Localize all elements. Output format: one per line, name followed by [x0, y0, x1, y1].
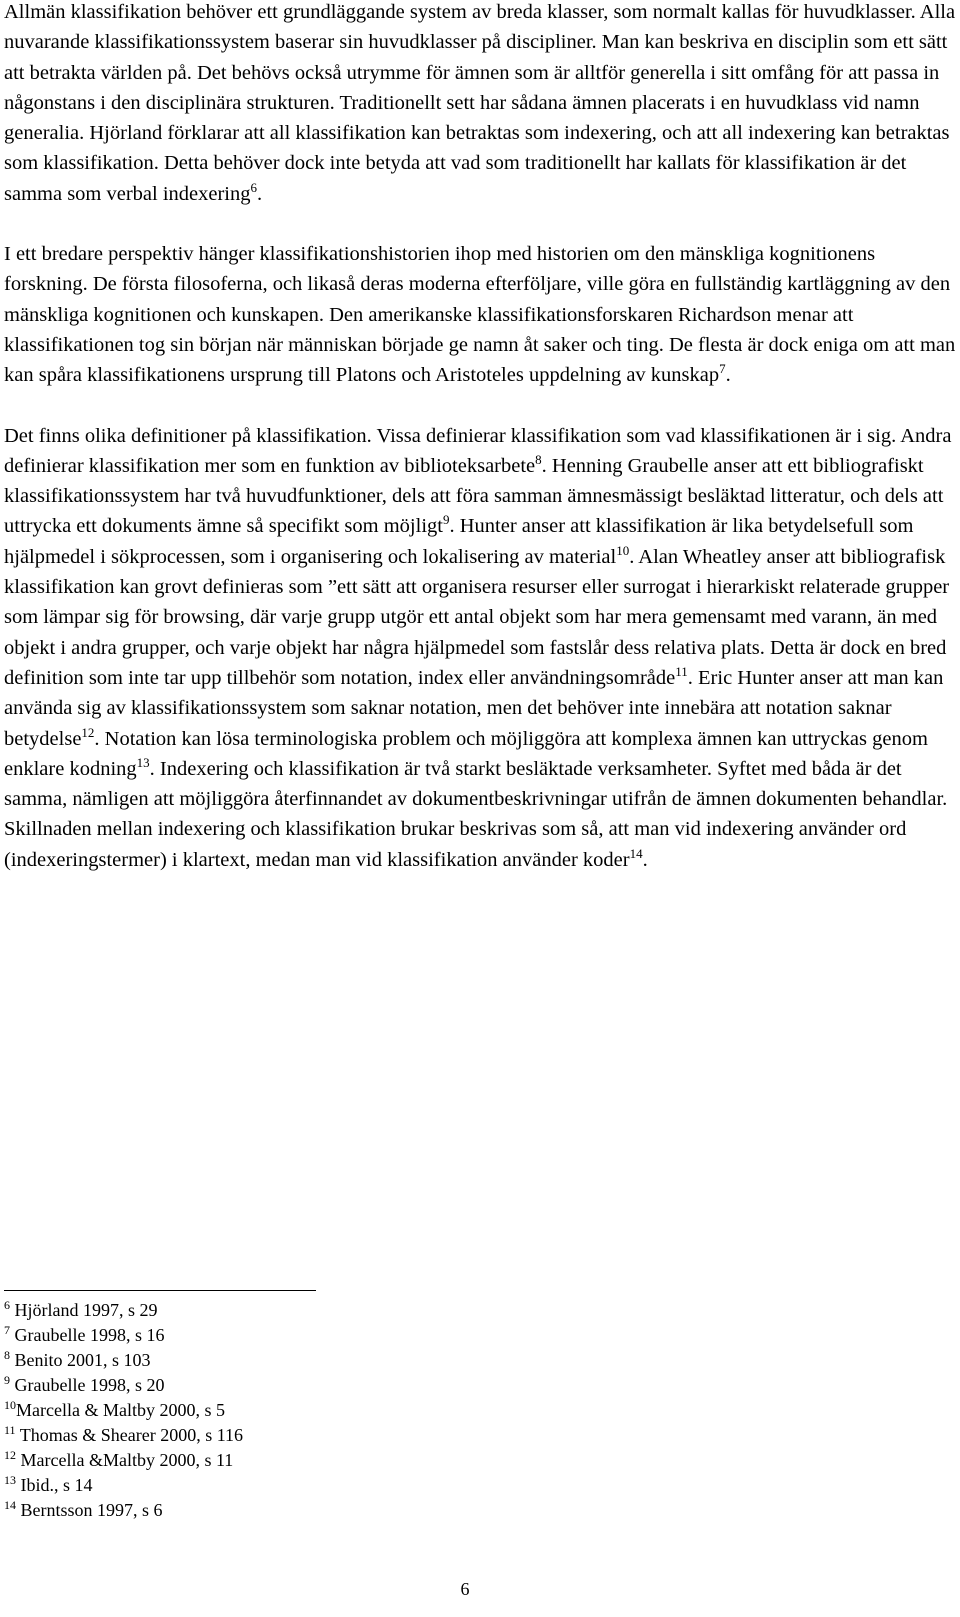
footnote-text: Marcella & Maltby 2000, s 5 — [16, 1400, 225, 1420]
footnote-text: Marcella &Maltby 2000, s 11 — [16, 1450, 234, 1470]
footnote-text: Graubelle 1998, s 20 — [10, 1375, 165, 1395]
footnote-text: Ibid., s 14 — [16, 1475, 93, 1495]
footnote-ref-7: 7 — [719, 361, 726, 377]
paragraph-1 — [4, 0, 956, 209]
footnote-ref-8: 8 — [535, 452, 542, 468]
footnote-ref-10: 10 — [616, 542, 630, 558]
paragraph-2-text: I ett bredare perspektiv hänger klassifikationshistorien ihop med historien om den mänskliga kognitionens forskning. De första filosoferna, och likaså deras moderna efterföljare, ville göra en fullständig kartläggning av den mänskliga kognitionen och kunskapen. Den amerikanske klassifikationsforskaren Richardson menar att klassifikationen tog sin början när människan började ge namn åt saker och ting. De flesta är dock eniga om att man kan spåra klassifikationens ursprung till Platons och Aristoteles uppdelning av kunskap — [4, 243, 956, 387]
footnote-number: 8 — [4, 1348, 10, 1362]
footnote — [4, 1498, 604, 1523]
footnote-ref-14: 14 — [629, 845, 643, 861]
footnote — [4, 1373, 604, 1398]
paragraph-3 — [4, 421, 956, 875]
paragraph-1-text: Allmän klassifikation behöver ett grundläggande system av breda klasser, som normalt kallas för huvudklasser. Alla nuvarande klassifikationssystem baserar sin huvudklasser på discipliner. Man kan beskriva en disciplin som ett sätt att betrakta världen på. Det behövs också utrymme för ämnen som är alltför generella i sitt omfång för att passa in någonstans i den disciplinära strukturen. Traditionellt sett har sådana ämnen placerats i en huvudklass vid namn generalia. Hjörland förklarar att all klassifikation kan betraktas som indexering, och att all indexering kan betraktas som klassifikation. Detta behöver dock inte betyda att vad som traditionellt har kallats för klassifikation är det samma som verbal indexering — [4, 1, 956, 205]
page-number: 6 — [460, 1579, 470, 1599]
paragraph-3-text: . Eric Hunter anser att man kan använda sig av klassifikationssystem som saknar notation, men det behöver inte innebära att notation saknar betydelse — [4, 666, 944, 750]
paragraph-gap — [4, 391, 956, 421]
footnote — [4, 1348, 604, 1373]
footnote-number: 6 — [4, 1298, 10, 1312]
paragraph-2 — [4, 239, 956, 390]
footnote-list — [4, 1298, 604, 1523]
paragraph-3-tail: . — [642, 848, 648, 871]
body-text — [4, 0, 956, 875]
paragraph-3-text: . Henning Graubelle anser att ett bibliografiskt klassifikationssystem har två huvudfunktioner, dels att föra samman ämnesmässigt besläktad litteratur, och dels att uttrycka ett dokuments ämne så specifikt som möjligt — [4, 454, 944, 538]
paragraph-3-text: . Indexering och klassifikation är två starkt besläktade verksamheter. Syftet med båda är det samma, nämligen att möjliggöra återfinnandet av dokumentbeskrivningar utifrån de ämnen dokumenten behandlar. Skillnaden mellan indexering och klassifikation brukar beskrivas som så, att man vid indexering använder ord (indexeringstermer) i klartext, medan man vid klassifikation använder koder — [4, 757, 948, 871]
footnote-number: 11 — [4, 1423, 16, 1437]
footnote-ref-13: 13 — [136, 755, 150, 770]
footnote-number: 12 — [4, 1448, 16, 1462]
footnote-number: 9 — [4, 1373, 10, 1387]
paragraph-3-text: Det finns olika definitioner på klassifikation. Vissa definierar klassifikation som vad klassifikationen är i sig. Andra definierar klassifikation mer som en funktion av biblioteksarbete — [4, 424, 952, 477]
footnote-number: 10 — [4, 1398, 16, 1412]
footnote — [4, 1473, 604, 1498]
footnote — [4, 1398, 604, 1423]
footnote-text: Thomas & Shearer 2000, s 116 — [15, 1425, 244, 1445]
footnote — [4, 1298, 604, 1323]
footnote-number: 14 — [4, 1498, 16, 1512]
footnote-ref-6: 6 — [250, 179, 258, 195]
paragraph-3-text: . Alan Wheatley anser att bibliografisk klassifikation kan grovt definieras som ”ett sätt att organisera resurser eller surrogat i hierarkiskt relaterade grupper som lämpar sig för browsing, där varje grupp utgör ett antal objekt som har mera gemensamt med varann, än med objekt i andra grupper, och varje objekt har några hjälpmedel som fastslår dess relativa plats. Detta är dock en bred definition som inte tar upp tillbehör som notation, index eller användningsområde — [4, 545, 950, 689]
footnote-ref-9: 9 — [442, 512, 450, 528]
footnote-text: Benito 2001, s 103 — [10, 1350, 151, 1370]
footnote-text: Hjörland 1997, s 29 — [10, 1300, 158, 1320]
footnote-ref-12: 12 — [81, 724, 95, 740]
paragraph-2-tail: . — [725, 364, 731, 387]
footnote-number: 7 — [4, 1323, 10, 1337]
footnote-text: Graubelle 1998, s 16 — [10, 1325, 165, 1345]
footnote-ref-11: 11 — [675, 664, 688, 680]
footnote — [4, 1423, 604, 1448]
paragraph-1-tail: . — [257, 182, 263, 205]
footnote — [4, 1323, 604, 1348]
paragraph-gap — [4, 209, 956, 239]
footnote-number: 13 — [4, 1473, 16, 1487]
footnote-text: Berntsson 1997, s 6 — [16, 1500, 163, 1520]
footnote — [4, 1448, 604, 1473]
paragraph-3-text: . Notation kan lösa terminologiska problem och möjliggöra att komplexa ämnen kan uttryckas genom enklare kodning — [4, 727, 928, 780]
paragraph-3-text: . Hunter anser att klassifikation är lika betydelsefull som hjälpmedel i sökprocessen, som i organisering och lokalisering av material — [4, 515, 914, 568]
footnote-separator — [4, 1290, 316, 1291]
